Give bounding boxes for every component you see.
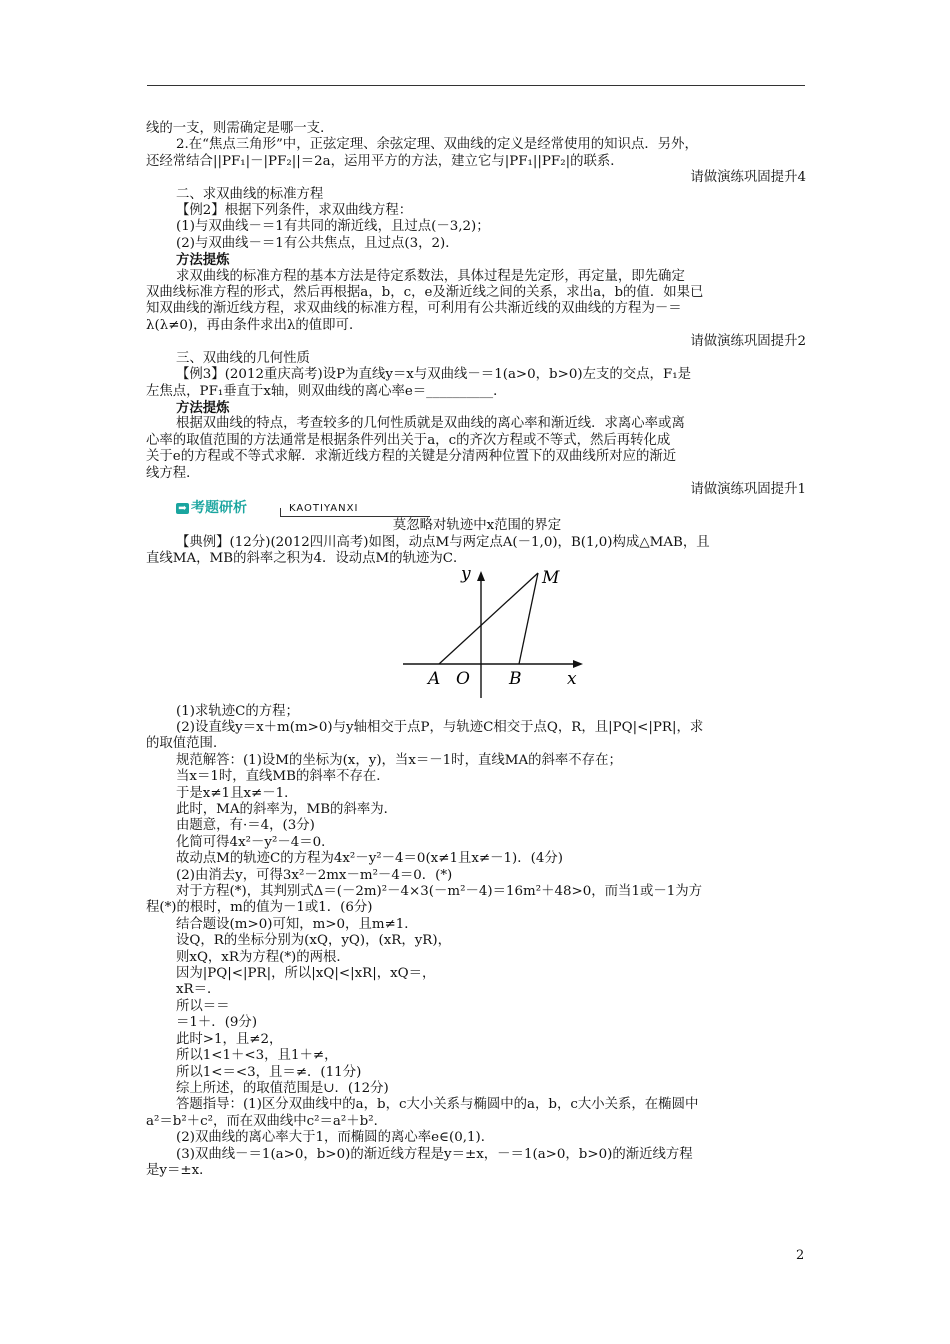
line-mb [519, 573, 538, 664]
line-ma [439, 573, 538, 664]
solution-line: 因为|PQ|<|PR|，所以|xQ|<|xR|，xQ＝， [176, 966, 436, 982]
solution-line: (2)由消去y，可得3x²－2mx－m²－4＝0．(*) [176, 867, 453, 883]
text-line: 知双曲线的渐近线方程，求双曲线的标准方程，可利用有公共渐近线的双曲线的方程为－＝ [146, 301, 682, 317]
header-rule [147, 85, 805, 86]
solution-line: 程(*)的根时，m的值为－1或1．(6分) [146, 900, 373, 916]
text-line: 关于e的方程或不等式求解．求渐近线方程的关键是分清两种位置下的双曲线所对应的渐近 [146, 449, 677, 465]
text-line: 双曲线标准方程的形式，然后再根据a，b，c，e及渐近线之间的关系，求出a，b的值．如果已 [146, 285, 704, 301]
label-a: A [428, 668, 441, 689]
text-line: (2)设直线y＝x＋m(m>0)与y轴相交于点P，与轨迹C相交于点Q，R，且|PQ|<|PR|，求 [176, 719, 704, 735]
solution-line: 此时>1，且≠2， [176, 1031, 283, 1047]
practice-hint: 请做演练巩固提升4 [690, 170, 806, 186]
text-line: λ(λ≠0)，再由条件求出λ的值即可． [146, 317, 363, 333]
label-y: y [461, 567, 471, 584]
label-m: M [542, 567, 560, 588]
banner-pinyin: KAOTIYANXI [289, 503, 359, 515]
solution-line: 规范解答：(1)设M的坐标为(x，y)，当x＝－1时，直线MA的斜率不存在； [176, 752, 622, 768]
section-heading: 二、求双曲线的标准方程 [176, 186, 324, 202]
text-line: 直线MA，MB的斜率之积为4．设动点M的轨迹为C． [146, 551, 467, 567]
solution-line: 由题意，有·＝4，(3分) [176, 818, 315, 834]
guidance-line: a²＝b²＋c²，而在双曲线中c²＝a²＋b²． [146, 1113, 388, 1129]
text-line: (1)求轨迹C的方程； [176, 703, 299, 719]
guidance-line: 是y＝±x． [146, 1162, 213, 1178]
solution-line: 综上所述，的取值范围是∪．(12分) [176, 1080, 389, 1096]
example-title: 【例2】根据下列条件，求双曲线方程： [176, 203, 413, 219]
guidance-line: (2)双曲线的离心率大于1，而椭圆的离心率e∈(0,1)． [176, 1130, 495, 1146]
practice-hint: 请做演练巩固提升2 [690, 334, 806, 350]
label-b: B [509, 668, 522, 689]
label-o: O [456, 668, 470, 689]
example-title: 【例3】(2012重庆高考)设P为直线y＝x与双曲线－＝1(a>0，b>0)左支的交点，F₁是 [176, 367, 691, 383]
practice-hint: 请做演练巩固提升1 [690, 481, 806, 497]
solution-line: 所以1<1＋<3，且1＋≠， [176, 1048, 338, 1064]
banner-tick [280, 508, 281, 516]
geometry-figure [146, 568, 808, 704]
guidance-line: 答题指导：(1)区分双曲线中的a，b，c大小关系与椭圆中的a，b，c大小关系，在椭圆中 [176, 1097, 699, 1113]
text-line: 线方程． [146, 465, 200, 481]
text-line: 左焦点，PF₁垂直于x轴，则双曲线的离心率e＝__________． [146, 383, 507, 399]
solution-line: 所以＝＝ [176, 998, 230, 1014]
text-line: 求双曲线的标准方程的基本方法是待定系数法，具体过程是先定形，再定量，即先确定 [176, 268, 685, 284]
solution-line: 所以1<＝<3，且＝≠．(11分) [176, 1064, 362, 1080]
page-content [146, 121, 808, 1179]
solution-line: 当x＝1时，直线MB的斜率不存在． [176, 769, 390, 785]
banner-underline [280, 516, 430, 517]
solution-line: 对于方程(*)，其判别式Δ＝(－2m)²－4×3(－m²－4)＝16m²＋48>0，而当1或－1为方 [176, 884, 703, 900]
solution-line: 故动点M的轨迹C的方程为4x²－y²－4＝0(x≠1且x≠－1)．(4分) [176, 851, 564, 867]
method-heading: 方法提炼 [176, 252, 230, 269]
x-axis-arrow [573, 660, 583, 668]
solution-line: 则xQ，xR为方程(*)的两根． [176, 949, 350, 965]
arrow-icon: ➡ [176, 503, 189, 514]
section-heading: 三、双曲线的几何性质 [176, 350, 310, 366]
solution-line: 于是x≠1且x≠－1． [176, 785, 298, 801]
solution-line: 结合题设(m>0)可知，m>0，且m≠1． [176, 916, 418, 932]
text-line: (1)与双曲线－＝1有共同的渐近线，且过点(－3,2)； [176, 219, 490, 235]
solution-line: ＝1＋．(9分) [176, 1015, 258, 1031]
page-number: 2 [796, 1248, 805, 1263]
text-line: 还经常结合||PF₁|－|PF₂||＝2a，运用平方的方法，建立它与|PF₁||PF₂|的联系． [146, 153, 624, 169]
text-line: 心率的取值范围的方法通常是根据条件列出关于a，c的齐次方程或不等式，然后再转化成 [146, 432, 671, 448]
section-banner [146, 500, 808, 518]
label-x: x [567, 668, 577, 689]
figure-svg [401, 568, 591, 704]
solution-line: xR＝． [176, 982, 221, 998]
solution-line: 设Q，R的坐标分别为(xQ，yQ)，(xR，yR)， [176, 933, 451, 949]
text-line: 线的一支，则需确定是哪一支． [146, 121, 334, 136]
text-line: 根据双曲线的特点，考查较多的几何性质就是双曲线的离心率和渐近线．求离心率或离 [176, 416, 685, 432]
method-heading: 方法提炼 [176, 399, 230, 416]
banner-title: 考题研析 [191, 500, 247, 517]
solution-line: 化简可得4x²－y²－4＝0． [176, 834, 335, 850]
text-line: (2)与双曲线－＝1有公共焦点，且过点(3，2)． [176, 235, 459, 251]
y-axis-arrow [477, 571, 485, 581]
guidance-line: (3)双曲线－＝1(a>0，b>0)的渐近线方程是y＝±x，－＝1(a>0，b>0)的渐近线方程 [176, 1146, 693, 1162]
text-line: 的取值范围． [146, 736, 227, 752]
example-title: 【典例】(12分)(2012四川高考)如图，动点M与两定点A(－1,0)，B(1,0)构成△MAB，且 [176, 534, 710, 550]
text-line: 2.在“焦点三角形”中，正弦定理、余弦定理、双曲线的定义是经常使用的知识点．另外， [176, 137, 698, 153]
section-title: 莫忽略对轨迹中x范围的界定 [392, 518, 562, 534]
solution-line: 此时，MA的斜率为，MB的斜率为． [176, 802, 398, 817]
